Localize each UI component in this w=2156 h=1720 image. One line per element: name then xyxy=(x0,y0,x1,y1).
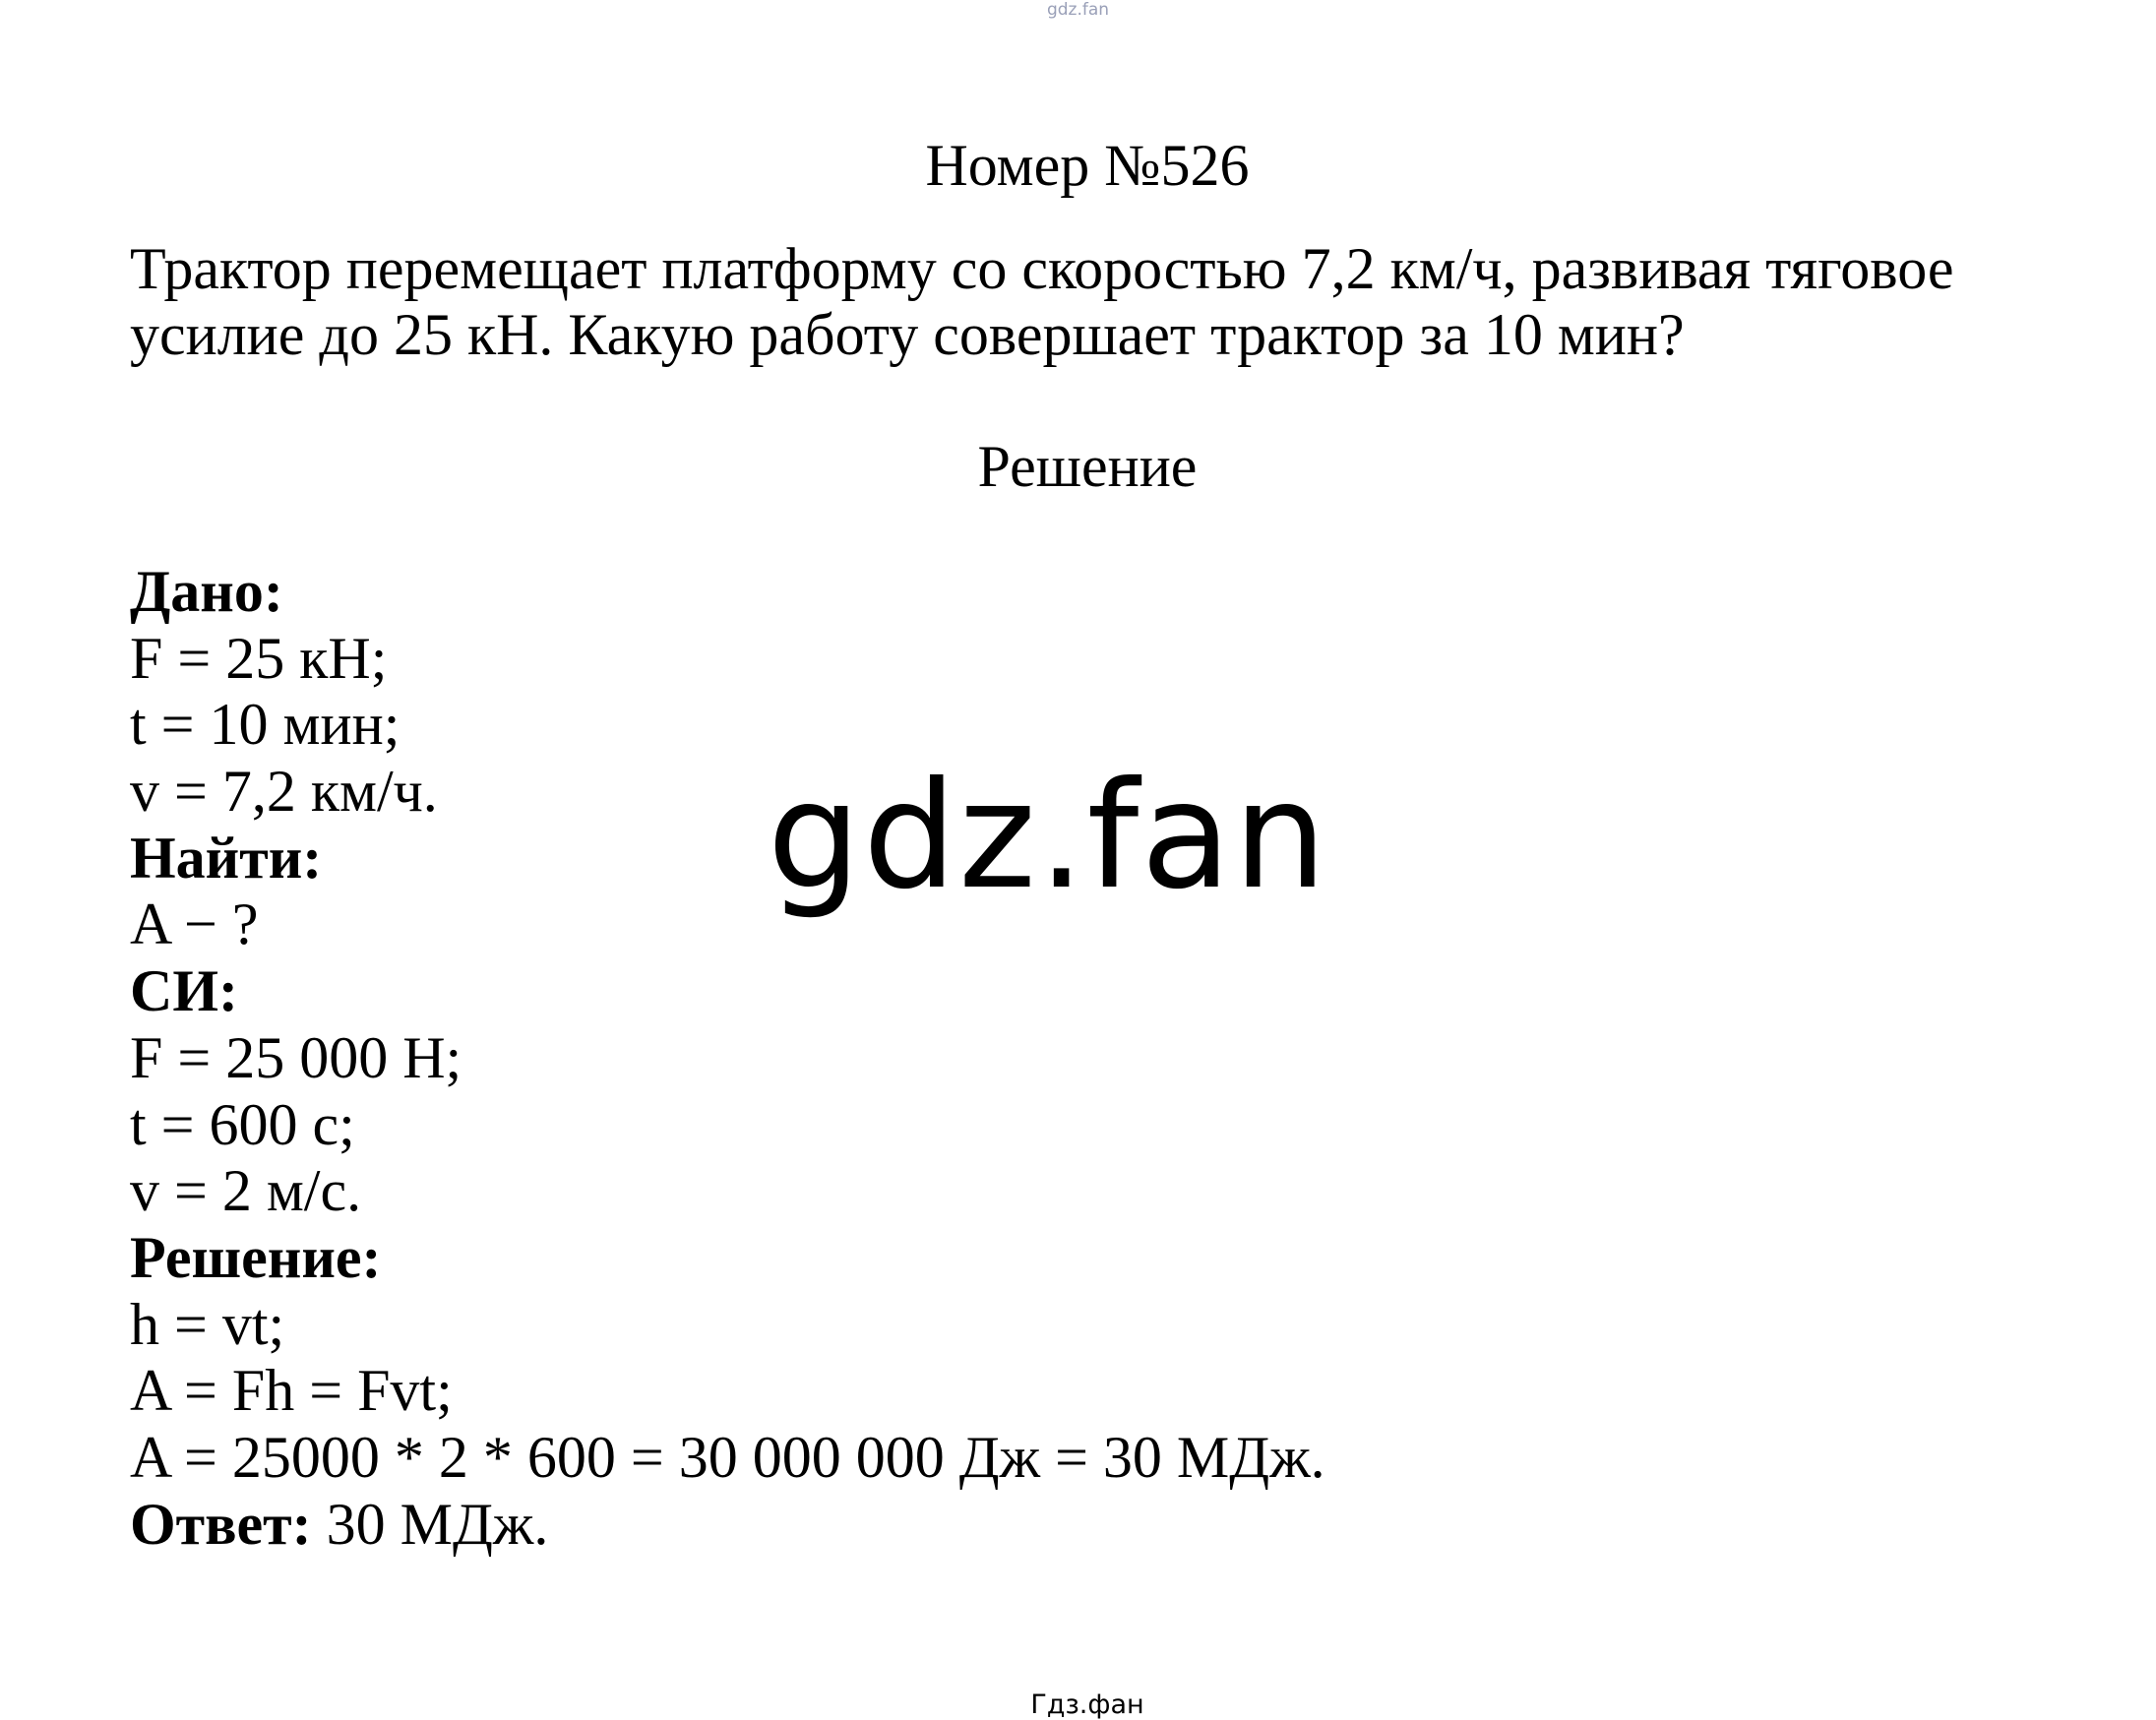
si-line: F = 25 000 Н; xyxy=(130,1024,462,1090)
solution-step: A = Fh = Fvt; xyxy=(130,1358,453,1424)
solution-heading: Решение xyxy=(977,434,1198,499)
answer-label: Ответ: xyxy=(130,1491,312,1557)
given-line: v = 7,2 км/ч. xyxy=(130,759,438,825)
solution-body xyxy=(130,559,2000,1558)
problem-line: Трактор перемещает платформу со скоростью 7,2 км/ч, развивая тяговое xyxy=(130,236,1954,301)
find-heading: Найти: xyxy=(130,825,323,891)
center-watermark: gdz.fan xyxy=(767,751,1329,922)
given-heading: Дано: xyxy=(130,559,283,624)
si-line: t = 600 с; xyxy=(130,1091,355,1157)
footer-text: Гдз.фан xyxy=(1030,1689,1144,1720)
problem-statement xyxy=(130,236,2059,368)
answer-line xyxy=(130,1492,2000,1559)
solution-step: h = vt; xyxy=(130,1291,285,1357)
page-title: Номер №526 xyxy=(925,133,1250,198)
answer-value: 30 МДж. xyxy=(311,1491,549,1557)
solution-step: A = 25000 * 2 * 600 = 30 000 000 Дж = 30 МДж. xyxy=(130,1424,1325,1490)
si-heading: СИ: xyxy=(130,958,238,1024)
si-line: v = 2 м/с. xyxy=(130,1158,362,1224)
problem-line: усилие до 25 кН. Какую работу совершает трактор за 10 мин? xyxy=(130,302,1685,367)
solution-steps-heading: Решение: xyxy=(130,1224,382,1290)
given-line: F = 25 кН; xyxy=(130,625,388,691)
given-line: t = 10 мин; xyxy=(130,692,400,758)
find-line: A − ? xyxy=(130,891,259,957)
top-watermark: gdz.fan xyxy=(1046,0,1110,20)
